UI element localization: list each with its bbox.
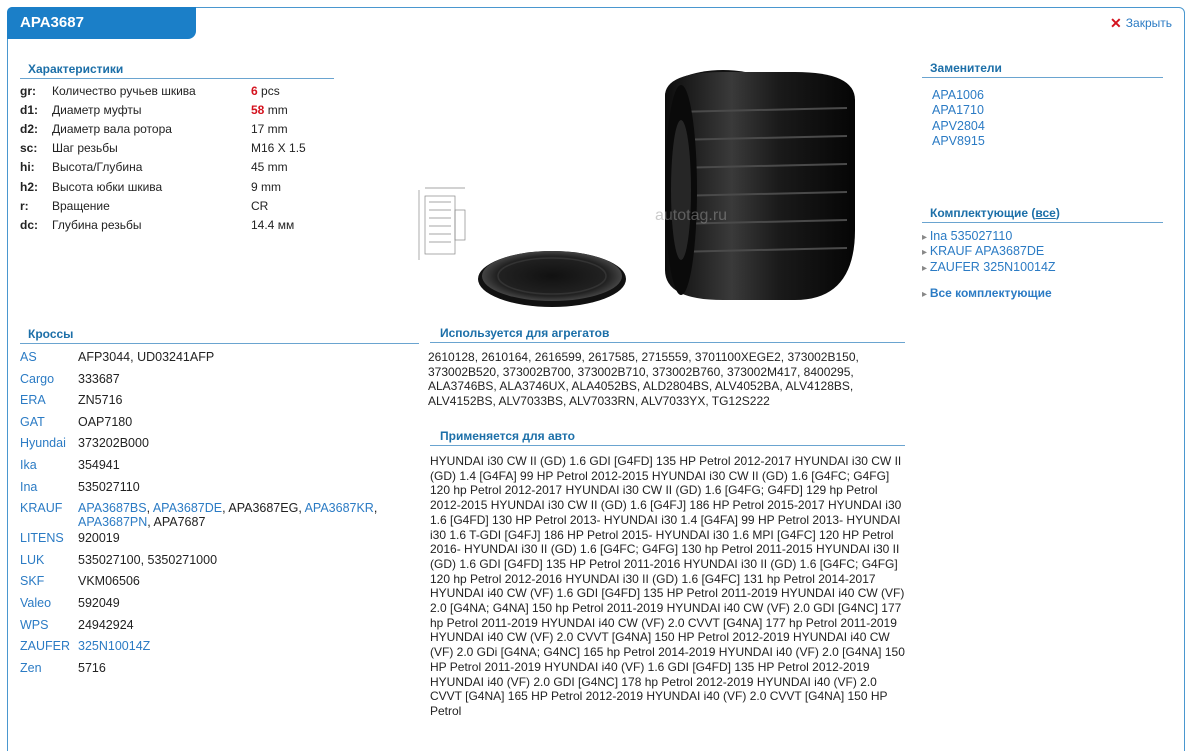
characteristic-name: Глубина резьбы [52,217,142,232]
used-for-units-text: 2610128, 2610164, 2616599, 2617585, 2715559, 3701100XEGE2, 373002B150, 373002B520, 373002B700, 373002B710, 373002B760, 373002M417, 8400295, ALA3746BS, ALA3746UX, ALA4052BS, ALD2804BS, ALV4052BA, ALV4128BS, ALV4152BS, ALV7033BS, ALV7033RN, ALV7033YX, TG12S222 [428,350,859,408]
crosses-table [20,348,413,680]
cross-code-text: 592049 [78,595,120,610]
cross-code-text: VKM06506 [78,574,140,589]
cross-row [20,370,413,392]
cross-row [20,391,413,413]
product-image [415,60,875,320]
characteristic-code: dc: [20,217,38,232]
cross-brand-link[interactable]: LITENS [20,531,64,546]
all-components-link[interactable]: ▸ Все комплектующие [922,286,1052,300]
cross-code-text: AFP3044, UD03241AFP [78,350,215,364]
characteristic-value [251,139,306,158]
cross-row [20,529,413,551]
characteristics-title: Характеристики [20,62,334,79]
characteristic-row [20,196,306,215]
cross-row [20,572,413,594]
cross-code-link[interactable]: APA3687PN [78,515,148,530]
cross-codes [78,434,413,456]
characteristic-value [251,196,306,215]
characteristic-row [20,158,306,177]
characteristic-number: 45 mm [251,160,288,175]
characteristic-code: h2: [20,179,38,194]
cross-brand-link[interactable]: Ika [20,457,37,472]
cross-codes [78,616,413,638]
cross-code-text: , [146,501,153,516]
characteristic-value [251,177,306,196]
cross-code-text: 535027110 [78,479,140,494]
characteristic-name: Вращение [52,198,110,213]
characteristic-name: Диаметр вала ротора [52,121,172,136]
cross-row [20,413,413,435]
cross-row [20,594,413,616]
component-link[interactable]: ▸ ZAUFER 325N10014Z [922,260,1056,275]
characteristic-unit: pcs [257,83,280,98]
cross-code-text: 333687 [78,371,120,386]
cross-row [20,637,413,659]
characteristic-code: sc: [20,141,38,156]
substitute-link[interactable]: APV8915 [932,133,985,148]
part-number-tab: APA3687 [7,7,196,39]
characteristic-name: Шаг резьбы [52,141,118,156]
substitute-link[interactable]: APA1006 [932,88,984,102]
characteristic-number: 17 mm [251,121,288,136]
characteristic-name: Высота юбки шкива [52,179,163,194]
cross-brand-link[interactable]: ZAUFER [20,639,70,654]
characteristic-unit: mm [264,102,288,117]
cross-code-link[interactable]: 325N10014Z [78,639,151,654]
components-list [922,229,1056,275]
close-button[interactable] [1110,16,1172,30]
cross-brand-link[interactable]: ERA [20,393,46,408]
components-title: Комплектующие (все) [922,206,1163,223]
cross-brand-link[interactable]: Valeo [20,595,52,610]
cross-codes [78,478,413,500]
cross-brand-link[interactable]: Cargo [20,371,55,386]
characteristics-table [20,81,306,235]
cross-codes [78,551,413,573]
cross-code-text: 535027100, 5350271000 [78,552,218,567]
cross-codes [78,594,413,616]
characteristic-number: 58 [251,102,265,117]
characteristic-code: gr: [20,83,36,98]
applies-to-auto-title: Применяется для авто [430,429,905,446]
substitutes-title: Заменители [922,61,1163,78]
substitute-link[interactable]: APA1710 [932,103,984,118]
characteristic-value [251,158,306,177]
component-link[interactable]: ▸ Ina 535027110 [922,229,1056,244]
cross-row [20,478,413,500]
cross-code-text: , APA7687 [147,515,206,530]
cross-code-text: 24942924 [78,617,134,632]
cross-brand-link[interactable]: AS [20,350,37,364]
cross-codes [78,659,413,681]
close-icon: ✕ [1110,15,1122,31]
characteristic-row [20,139,306,158]
cross-code-text: , APA3687EG, [222,501,305,516]
cross-code-link[interactable]: APA3687BS [78,501,147,516]
characteristic-code: hi: [20,160,35,175]
components-all-link[interactable]: все [1035,206,1056,220]
substitute-link[interactable]: APV2804 [932,118,985,133]
characteristic-number: 14.4 мм [251,217,295,232]
characteristic-number: M16 X 1.5 [251,141,306,156]
characteristic-number: CR [251,198,269,213]
cross-codes [78,391,413,413]
characteristic-code: d2: [20,121,38,136]
characteristic-row [20,100,306,119]
characteristic-value [251,81,306,100]
cross-code-text: 354941 [78,457,120,472]
cross-brand-link[interactable]: WPS [20,617,49,632]
characteristic-row [20,177,306,196]
cross-code-link[interactable]: APA3687KR [304,501,374,516]
cross-row [20,616,413,638]
cross-brand-link[interactable]: SKF [20,574,45,589]
cross-codes [78,572,413,594]
characteristic-value [251,100,306,119]
cross-row [20,499,413,529]
cross-brand-link[interactable]: LUK [20,552,45,567]
cross-code-link[interactable]: APA3687DE [152,501,223,516]
close-label: Закрыть [1125,16,1172,30]
cross-brand-link[interactable]: Zen [20,660,42,675]
cross-codes [78,529,413,551]
cross-code-text: ZN5716 [78,393,123,408]
characteristic-value [251,119,306,138]
cross-codes [78,637,413,659]
cross-code-text: , [373,501,378,516]
cross-codes [78,456,413,478]
applies-to-auto-text: HYUNDAI i30 CW II (GD) 1.6 GDI [G4FD] 135 HP Petrol 2012-2017 HYUNDAI i30 CW II (GD) 1.4 [G4FA] 99 HP Petrol 2012-2015 HYUNDAI i30 CW II (GD) 1.6 [G4FC; G4FG] 120 hp Petrol 2012-2017 HYUNDAI i30 CW II (GD) 1.6 [G4FG; G4FD] 129 hp Petrol 2012-2015 HYUNDAI i30 CW II (GD) 1.6 [G4FJ] 186 HP Petrol 2015-2017 HYUNDAI i30 1.6 [G4FD] 130 HP Petrol 2013- HYUNDAI i30 1.4 [G4FA] 99 HP Petrol 2013- HYUNDAI i30 1.6 T-GDI [G4FJ] 186 HP Petrol 2015- HYUNDAI i30 1.6 MPI [G4FC] 120 HP Petrol 2016- HYUNDAI i30 II (GD) 1.6 [G4FC; G4FG] 130 hp Petrol 2011-2015 HYUNDAI i30 II (GD) 1.6 GDI [G4FD] 135 HP Petrol 2011-2016 HYUNDAI i30 II (GD) 1.6 [G4FC; G4FG] 120 hp Petrol 2012-2016 HYUNDAI i30 II (GD) 1.6 [G4FC] 131 hp Petrol 2014-2017 HYUNDAI i40 CW (VF) 1.6 GDI [G4FD] 135 HP Petrol 2011-2019 HYUNDAI i40 CW (VF) 2.0 [G4NA; G4NA] 150 hp Petrol 2011-2019 HYUNDAI i40 CW (VF) 2.0 GDI [G4NC] 177 hp Petrol 2011-2019 HYUNDAI i40 CW (VF) 2.0 CVVT [G4NA] 177 hp Petrol 2011-2019 HYUNDAI i40 CW (VF) 2.0 CVVT [G4NA] 150 HP Petrol 2012-2019 HYUNDAI i40 CW (VF) 2.0 GDi [G4NA; G4NC] 165 hp Petrol 2014-2019 HYUNDAI i40 (VF) 2.0 [G4NA] 150 HP Petrol 2011-2019 HYUNDAI i40 (VF) 1.6 GDI [G4FD] 135 HP Petrol 2012-2019 HYUNDAI i40 (VF) 2.0 GDI [G4NC] 178 hp Petrol 2012-2019 HYUNDAI i40 (VF) 2.0 CVVT [G4NA] 165 HP Petrol 2012-2019 HYUNDAI i40 (VF) 2.0 CVVT [G4NA] 150 HP Petrol [430,454,905,718]
cross-row [20,348,413,370]
characteristic-code: d1: [20,102,38,117]
cross-code-text: 5716 [78,660,106,675]
component-link[interactable]: ▸ KRAUF APA3687DE [922,244,1056,259]
characteristic-number: 9 mm [251,179,281,194]
characteristic-row [20,119,306,138]
characteristic-name: Высота/Глубина [52,160,143,175]
cross-brand-link[interactable]: KRAUF [20,501,63,516]
used-for-units-title: Используется для агрегатов [430,326,905,343]
substitutes-list [932,88,985,149]
cross-code-text: 920019 [78,531,120,546]
characteristic-row [20,215,306,234]
crosses-title: Кроссы [20,327,419,344]
characteristic-name: Количество ручьев шкива [52,83,196,98]
characteristic-number: 6 [251,83,258,98]
cross-codes [78,499,413,529]
cross-row [20,551,413,573]
watermark: autotag.ru [655,207,728,224]
cross-row [20,434,413,456]
characteristic-value [251,215,306,234]
cross-row [20,456,413,478]
cross-brand-link[interactable]: GAT [20,414,45,429]
cross-codes [78,370,413,392]
cross-row [20,659,413,681]
characteristic-row [20,81,306,100]
technical-drawing [419,188,465,260]
cross-brand-link[interactable]: Hyundai [20,436,66,451]
cross-code-text: OAP7180 [78,414,133,429]
characteristic-name: Диаметр муфты [52,102,142,117]
cross-codes [78,413,413,435]
cross-code-text: 373202B000 [78,436,149,451]
cross-brand-link[interactable]: Ina [20,479,38,494]
characteristic-code: r: [20,198,29,213]
cross-codes [78,348,413,370]
